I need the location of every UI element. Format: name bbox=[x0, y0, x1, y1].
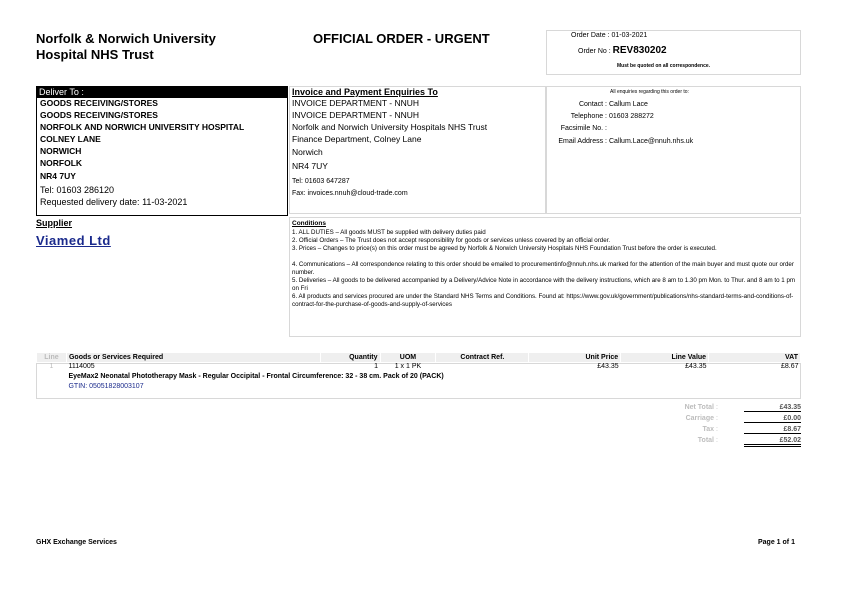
carriage-label: Carriage bbox=[685, 415, 714, 422]
order-number-value: REV830202 bbox=[612, 45, 667, 56]
supplier-label: Supplier bbox=[36, 218, 73, 228]
condition-item: 1. ALL DUTIES – All goods MUST be supplied with delivery duties paid bbox=[292, 229, 486, 236]
product-code: 1114005 bbox=[68, 363, 95, 370]
table-row-description bbox=[37, 373, 801, 383]
invoice-line: Norwich bbox=[292, 147, 323, 157]
order-number-label: Order No : bbox=[578, 48, 611, 55]
order-reference-note: Must be quoted on all correspondence. bbox=[617, 63, 711, 69]
deliver-line: NR4 7UY bbox=[40, 171, 76, 181]
organisation-name bbox=[36, 31, 216, 63]
table-header-row bbox=[37, 353, 801, 363]
totals-colon: : bbox=[716, 426, 718, 433]
order-lines-table bbox=[36, 352, 801, 393]
invoice-fax: Fax: invoices.nnuh@cloud-trade.com bbox=[292, 190, 408, 197]
condition-item: 4. Communications – All correspondence relating to this order should be emailed to procurementinfo@nnuh.nhs.uk marked for the attention of the main buyer and must quote our order number. bbox=[292, 261, 794, 276]
table-row-gtin bbox=[37, 383, 801, 393]
requested-delivery-date: Requested delivery date: 11-03-2021 bbox=[40, 197, 188, 207]
invoice-line: Finance Department, Colney Lane bbox=[292, 134, 422, 144]
tax-label: Tax bbox=[702, 426, 714, 433]
deliver-line: COLNEY LANE bbox=[40, 134, 101, 144]
contact-box bbox=[546, 86, 801, 214]
order-date-value: 01-03-2021 bbox=[611, 32, 648, 39]
product-description: EyeMax2 Neonatal Phototherapy Mask - Regular Occipital - Frontal Circumference: 32 - 38 cm. Pack of 20 (PACK) bbox=[68, 373, 444, 380]
total-value: £52.02 bbox=[744, 437, 801, 447]
invoice-enquiries-box bbox=[289, 86, 546, 214]
tax-value: £8.67 bbox=[744, 426, 801, 434]
table-row bbox=[37, 363, 801, 374]
product-gtin: GTIN: 05051828003107 bbox=[68, 383, 144, 390]
net-total-label: Net Total bbox=[684, 404, 714, 411]
total-label: Total bbox=[697, 437, 714, 444]
order-date-label: Order Date : bbox=[571, 32, 610, 39]
org-name-line2: Hospital NHS Trust bbox=[36, 47, 154, 62]
col-header-goods: Goods or Services Required bbox=[66, 353, 320, 363]
col-header-unit-price: Unit Price bbox=[529, 353, 621, 363]
line-number: 1 bbox=[49, 363, 54, 370]
col-header-vat: VAT bbox=[709, 353, 801, 363]
deliver-to-box bbox=[36, 86, 288, 216]
footer-service-name: GHX Exchange Services bbox=[36, 539, 117, 546]
invoice-telephone: Tel: 01603 647287 bbox=[292, 178, 350, 185]
vat: £8.67 bbox=[780, 363, 799, 370]
quantity: 1 bbox=[374, 363, 378, 370]
document-title: OFFICIAL ORDER - URGENT bbox=[313, 31, 490, 46]
invoice-line: INVOICE DEPARTMENT - NNUH bbox=[292, 98, 420, 108]
email-label: Email Address : bbox=[558, 138, 607, 145]
order-date bbox=[571, 32, 681, 39]
deliver-line: NORFOLK bbox=[40, 158, 83, 168]
supplier-name: Viamed Ltd bbox=[36, 233, 111, 248]
invoice-line: INVOICE DEPARTMENT - NNUH bbox=[292, 110, 420, 120]
line-value: £43.35 bbox=[685, 363, 707, 370]
contact-label: Contact : bbox=[578, 101, 607, 108]
totals-colon: : bbox=[716, 415, 718, 422]
carriage-value: £0.00 bbox=[744, 415, 801, 423]
telephone-value: 01603 288272 bbox=[609, 113, 654, 120]
net-total-value: £43.35 bbox=[744, 404, 801, 412]
org-name-line1: Norfolk & Norwich University bbox=[36, 31, 216, 46]
invoice-line: Norfolk and Norwich University Hospitals NHS Trust bbox=[292, 122, 488, 132]
unit-price: £43.35 bbox=[597, 363, 619, 370]
condition-item: 5. Deliveries – All goods to be delivered accompanied by a Delivery/Advice Note in accordance with the delivery instructions, which are 8 am to 1.30 pm Mon. to Thur. and 8 am to 1 pm on Fri bbox=[292, 277, 796, 292]
totals-colon: : bbox=[716, 404, 718, 411]
facsimile-label: Facsimile No. : bbox=[560, 125, 607, 132]
contact-value: Callum Lace bbox=[609, 101, 648, 108]
deliver-to-header: Deliver To : bbox=[37, 87, 287, 98]
invoice-header: Invoice and Payment Enquiries To bbox=[292, 87, 438, 97]
email-value: Callum.Lace@nnuh.nhs.uk bbox=[609, 138, 694, 145]
order-number bbox=[578, 45, 718, 56]
conditions-box bbox=[289, 217, 801, 337]
condition-item: 6. All products and services procured are under the Standard NHS Terms and Conditions. Found at: https://www.gov.uk/government/publications/nhs-standard-terms-and-conditions-of-contract-for-the-purchase-of-goods-and-supply-of-services bbox=[292, 293, 794, 308]
deliver-line: GOODS RECEIVING/STORES bbox=[40, 98, 158, 108]
condition-item: 2. Official Orders – The Trust does not accept responsibility for goods or services unless covered by an official order. bbox=[292, 237, 611, 244]
totals-colon: : bbox=[716, 437, 718, 444]
deliver-line: NORWICH bbox=[40, 146, 82, 156]
col-header-quantity: Quantity bbox=[320, 353, 380, 363]
contract-ref bbox=[436, 363, 529, 374]
col-header-contract-ref: Contract Ref. bbox=[436, 353, 529, 363]
contact-note: All enquiries regarding this order to: bbox=[610, 89, 689, 95]
invoice-line: NR4 7UY bbox=[292, 161, 328, 171]
condition-item: 3. Prices – Changes to price(s) on this order must be agreed by Norfolk & Norwich University Hospitals NHS Foundation Trust before the order is executed. bbox=[292, 245, 717, 252]
deliver-line: NORFOLK AND NORWICH UNIVERSITY HOSPITAL bbox=[40, 122, 245, 132]
telephone-label: Telephone : bbox=[570, 113, 607, 120]
uom: 1 x 1 PK bbox=[394, 363, 422, 370]
deliver-telephone: Tel: 01603 286120 bbox=[40, 185, 115, 195]
col-header-uom: UOM bbox=[380, 353, 436, 363]
col-header-line-value: Line Value bbox=[621, 353, 709, 363]
deliver-line: GOODS RECEIVING/STORES bbox=[40, 110, 158, 120]
page-number: Page 1 of 1 bbox=[758, 539, 795, 546]
col-header-line: Line bbox=[37, 353, 67, 363]
conditions-title: Conditions bbox=[292, 220, 326, 227]
